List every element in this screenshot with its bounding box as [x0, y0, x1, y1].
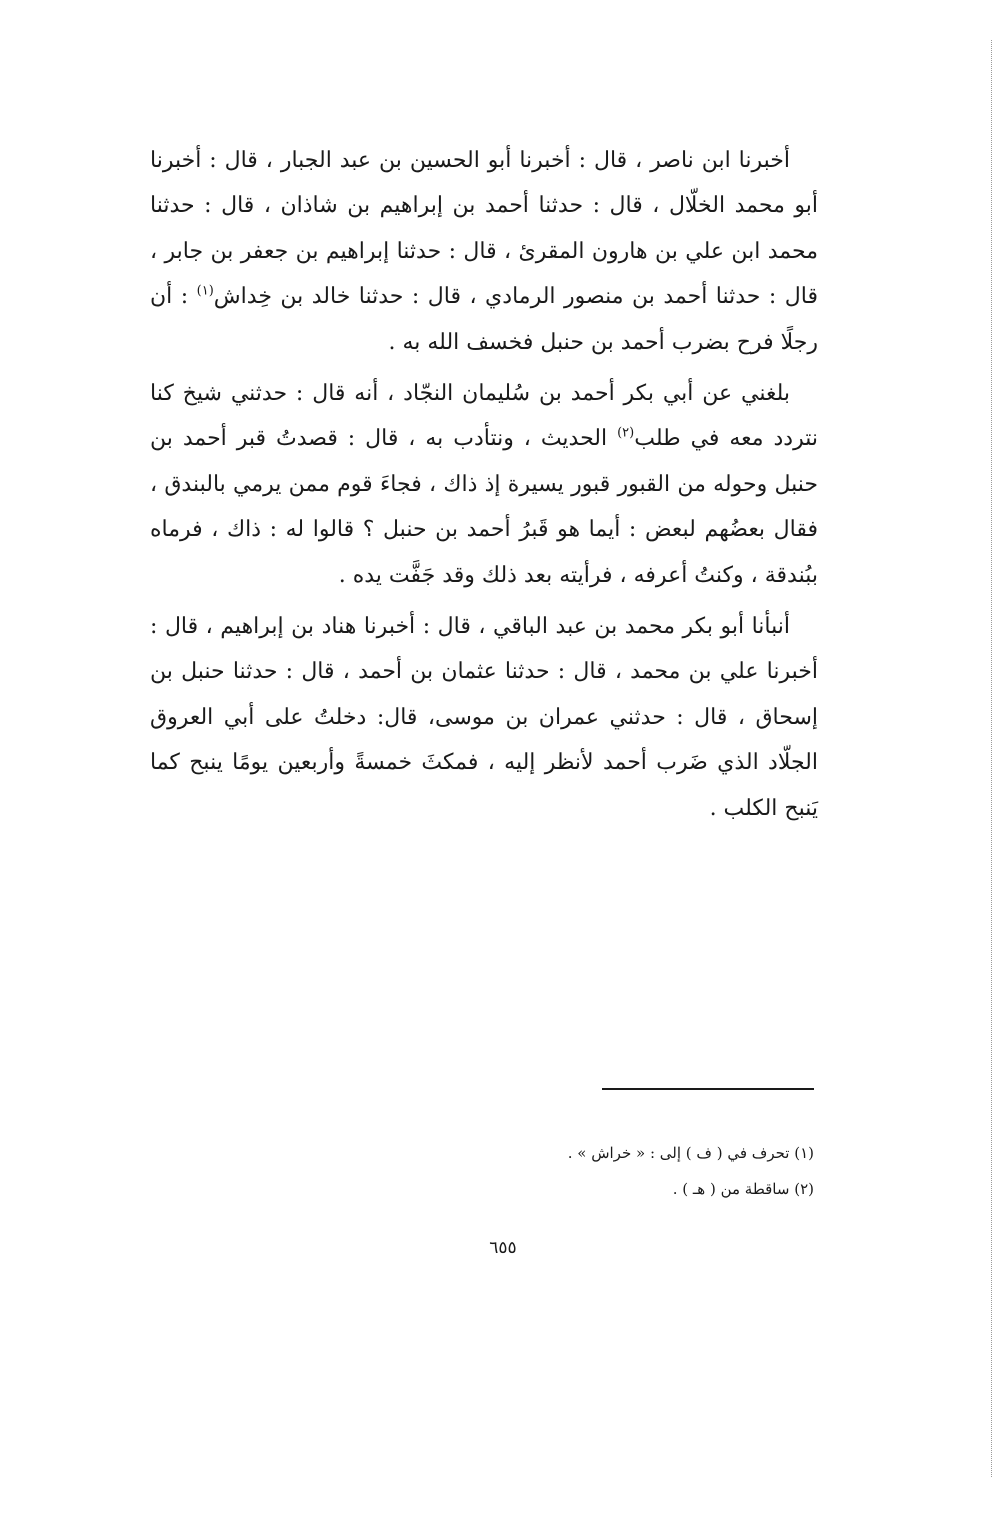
paragraph-1	[150, 138, 818, 365]
footnote-ref-2: (٢)	[617, 426, 635, 442]
footnote-2: (٢) ساقطة من ( هـ ) .	[672, 1180, 814, 1198]
paragraph-2-text: بلغني عن أبي بكر أحمد بن سُليمان النجّاد ، أنه قال : حدثني شيخ كنا نتردد معه في طلب	[150, 381, 819, 452]
paragraph-3-text: أنبأنا أبو بكر محمد بن عبد الباقي ، قال : أخبرنا هناد بن إبراهيم ، قال : أخبرنا علي بن محمد ، قال : حدثنا عثمان بن أحمد ، قال : حدثنا حنبل بن إسحاق ، قال : حدثني عمران بن موسى، قال: دخلتُ على أبي العروق الجلّاد الذي ضَرب أحمد لأنظر إليه ، فمكثَ خمسةً وأربعين يومًا ينبح كما يَنبح الكلب .	[150, 614, 818, 821]
footnote-1: (١) تحرف في ( ف ) إلى : « خراش » .	[567, 1144, 814, 1162]
page-number: ٦٥٥	[489, 1238, 517, 1258]
main-text	[150, 138, 818, 837]
paragraph-2	[150, 371, 818, 598]
page-edge	[991, 40, 992, 1477]
paragraph-3	[150, 604, 818, 831]
paragraph-2-text-continued: الحديث ، ونتأدب به ، قال : قصدتُ قبر أحمد بن حنبل وحوله من القبور قبور يسيرة إذ ذاك ، فجاءَ قوم ممن يرمي بالبندق ، فقال بعضُهم لبعض : أيما هو قَبرُ أحمد بن حنبل ؟ قالوا له : ذاك ، فرماه ببُندقة ، وكنتُ أعرفه ، فرأيته بعد ذلك وقد جَفَّت يده .	[150, 426, 818, 588]
footnotes	[400, 1135, 814, 1207]
footnote-ref-1: (١)	[196, 283, 214, 299]
paragraph-1-text: أخبرنا ابن ناصر ، قال : أخبرنا أبو الحسين بن عبد الجبار ، قال : أخبرنا أبو محمد الخلّال ، قال : حدثنا أحمد بن إبراهيم بن شاذان ، قال : حدثنا محمد ابن علي بن هارون المقرئ ، قال : حدثنا إبراهيم بن جعفر بن جابر ، قال : حدثنا أحمد بن منصور الرمادي ، قال : حدثنا خالد بن خِداش	[150, 148, 818, 310]
paragraph-1-text-continued: : أن رجلًا فرح بضرب أحمد بن حنبل فخسف الله به .	[150, 284, 818, 355]
footnote-divider	[602, 1088, 814, 1090]
